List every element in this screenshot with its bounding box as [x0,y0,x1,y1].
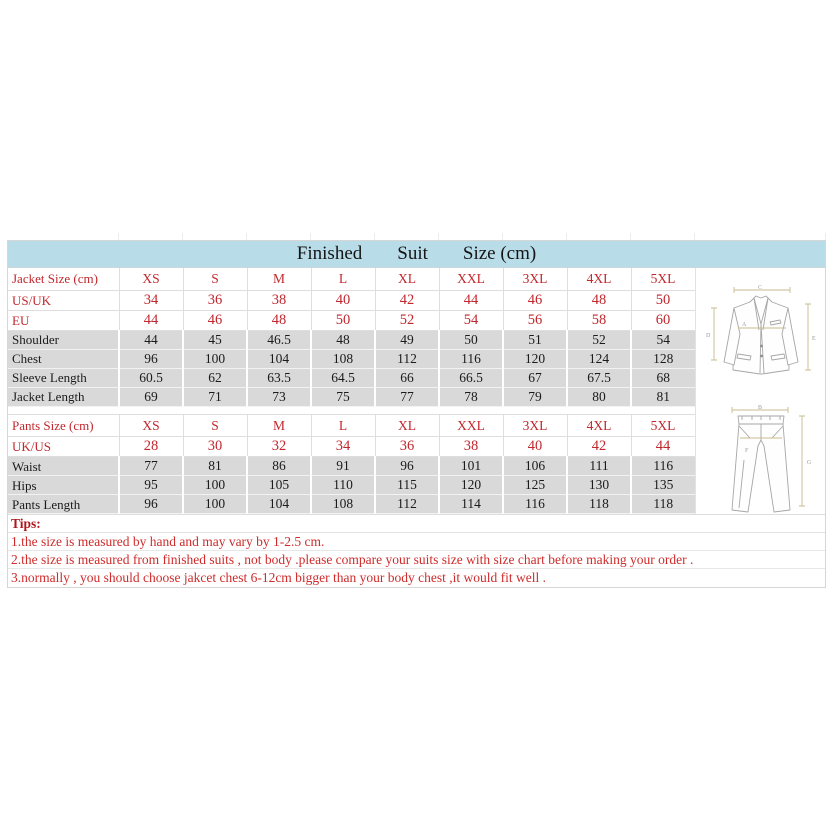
size-column-header: L [311,268,375,290]
jacket-shoulder-label: C [757,285,763,291]
size-column-header: XXL [439,268,503,290]
tip-line: 3.normally , you should choose jakcet chest 6-12cm bigger than your body chest ,it would fit well . [11,570,547,585]
size-value-cell: 130 [567,476,631,495]
size-value-cell: 78 [439,387,503,406]
size-value-cell: 100 [183,476,247,495]
size-value-cell: 81 [183,457,247,476]
row-label: UK/US [8,437,119,457]
size-value-cell: 46 [503,290,567,310]
size-row [8,437,695,457]
size-row [8,290,695,310]
size-column-header: XS [119,268,183,290]
size-value-cell: 125 [503,476,567,495]
size-value-cell: 52 [567,330,631,349]
size-value-cell: 52 [375,310,439,330]
size-value-cell: 104 [247,495,311,514]
size-value-cell: 108 [311,349,375,368]
size-value-cell: 80 [567,387,631,406]
size-value-cell: 101 [439,457,503,476]
pants-thigh-label: F [745,448,749,454]
size-value-cell: 30 [183,437,247,457]
size-row [8,310,695,330]
row-label: US/UK [8,290,119,310]
size-value-cell: 50 [439,330,503,349]
size-column-header: 3XL [503,415,567,437]
size-row [8,330,695,349]
size-value-cell: 46.5 [247,330,311,349]
size-value-cell: 60 [631,310,695,330]
size-row [8,368,695,387]
size-column-header: XXL [439,415,503,437]
size-column-header: XL [375,268,439,290]
size-value-cell: 111 [567,457,631,476]
size-value-cell: 48 [247,310,311,330]
title-word-suit: Suit [397,243,428,264]
size-row [8,387,695,406]
size-column-header: M [247,415,311,437]
size-row [8,349,695,368]
tips-heading: Tips: [8,515,825,533]
size-value-cell: 40 [503,437,567,457]
tips-section [8,514,825,587]
row-label: Sleeve Length [8,368,119,387]
size-value-cell: 105 [247,476,311,495]
size-value-cell: 100 [183,349,247,368]
size-value-cell: 77 [375,387,439,406]
size-header-row [8,268,695,290]
size-header-row [8,415,695,437]
size-row [8,457,695,476]
size-value-cell: 135 [631,476,695,495]
size-value-cell: 51 [503,330,567,349]
size-value-cell: 50 [311,310,375,330]
size-value-cell: 44 [119,330,183,349]
pants-measurement-diagram [702,404,820,520]
size-value-cell: 68 [631,368,695,387]
jacket-size-table [8,268,696,407]
size-value-cell: 44 [631,437,695,457]
size-value-cell: 120 [503,349,567,368]
tables-and-diagrams [8,268,825,514]
row-label: Pants Size (cm) [8,415,119,437]
size-value-cell: 118 [631,495,695,514]
title-word-finished: Finished [296,243,363,264]
size-value-cell: 54 [439,310,503,330]
size-value-cell: 86 [247,457,311,476]
jacket-chest-label: A [742,322,747,328]
size-value-cell: 128 [631,349,695,368]
size-column-header: L [311,415,375,437]
size-value-cell: 45 [183,330,247,349]
size-value-cell: 62 [183,368,247,387]
size-column-header: 4XL [567,415,631,437]
size-value-cell: 110 [311,476,375,495]
tip-line: 2.the size is measured from finished suits , not body .please compare your suits size with size chart before making your order . [8,551,825,569]
section-spacer [8,407,695,415]
size-value-cell: 91 [311,457,375,476]
pants-length-label: G [807,460,812,466]
size-value-cell: 38 [439,437,503,457]
size-value-cell: 63.5 [247,368,311,387]
row-label: Jacket Size (cm) [8,268,119,290]
size-value-cell: 66 [375,368,439,387]
size-value-cell: 96 [375,457,439,476]
size-value-cell: 48 [311,330,375,349]
size-value-cell: 54 [631,330,695,349]
size-column-header: 3XL [503,268,567,290]
size-value-cell: 79 [503,387,567,406]
size-value-cell: 124 [567,349,631,368]
size-value-cell: 108 [311,495,375,514]
jacket-measurement-diagram [698,284,824,388]
size-value-cell: 58 [567,310,631,330]
size-column-header: 5XL [631,415,695,437]
size-value-cell: 81 [631,387,695,406]
size-value-cell: 38 [247,290,311,310]
size-column-header: M [247,268,311,290]
size-value-cell: 114 [439,495,503,514]
size-column-header: 4XL [567,268,631,290]
pants-size-table [8,415,696,515]
size-value-cell: 112 [375,495,439,514]
size-value-cell: 115 [375,476,439,495]
size-diagrams [695,268,825,514]
size-value-cell: 44 [439,290,503,310]
size-value-cell: 116 [439,349,503,368]
size-value-cell: 49 [375,330,439,349]
tip-line: 1.the size is measured by hand and may vary by 1-2.5 cm. [8,533,825,551]
size-column-header: 5XL [631,268,695,290]
size-row [8,495,695,514]
gridline-remnants [7,233,826,240]
pants-waist-label: B [757,405,763,411]
size-value-cell: 64.5 [311,368,375,387]
size-tables [8,268,695,514]
size-value-cell: 34 [119,290,183,310]
size-value-cell: 36 [375,437,439,457]
jacket-length-label: E [812,336,816,342]
size-value-cell: 48 [567,290,631,310]
size-value-cell: 96 [119,495,183,514]
size-value-cell: 96 [119,349,183,368]
size-value-cell: 75 [311,387,375,406]
size-value-cell: 32 [247,437,311,457]
size-value-cell: 28 [119,437,183,457]
size-column-header: XS [119,415,183,437]
size-value-cell: 56 [503,310,567,330]
size-value-cell: 36 [183,290,247,310]
row-label: EU [8,310,119,330]
tips-list [8,533,825,587]
size-value-cell: 116 [503,495,567,514]
size-value-cell: 44 [119,310,183,330]
row-label: Pants Length [8,495,119,514]
size-value-cell: 118 [567,495,631,514]
size-value-cell: 116 [631,457,695,476]
size-value-cell: 112 [375,349,439,368]
size-value-cell: 100 [183,495,247,514]
row-label: Jacket Length [8,387,119,406]
row-label: Hips [8,476,119,495]
size-value-cell: 77 [119,457,183,476]
size-value-cell: 42 [567,437,631,457]
size-value-cell: 40 [311,290,375,310]
size-value-cell: 67 [503,368,567,387]
size-value-cell: 60.5 [119,368,183,387]
size-value-cell: 106 [503,457,567,476]
jacket-sleeve-label: D [706,333,711,339]
size-value-cell: 42 [375,290,439,310]
size-column-header: XL [375,415,439,437]
size-row [8,476,695,495]
size-value-cell: 73 [247,387,311,406]
size-column-header: S [183,415,247,437]
size-value-cell: 67.5 [567,368,631,387]
size-value-cell: 46 [183,310,247,330]
row-label: Shoulder [8,330,119,349]
title-word-size: Size (cm) [462,243,537,264]
size-value-cell: 50 [631,290,695,310]
size-value-cell: 120 [439,476,503,495]
size-value-cell: 71 [183,387,247,406]
size-value-cell: 34 [311,437,375,457]
size-value-cell: 66.5 [439,368,503,387]
row-label: Chest [8,349,119,368]
chart-title [8,241,825,268]
row-label: Waist [8,457,119,476]
size-value-cell: 104 [247,349,311,368]
size-value-cell: 95 [119,476,183,495]
size-chart-sheet [7,240,826,588]
size-value-cell: 69 [119,387,183,406]
size-column-header: S [183,268,247,290]
